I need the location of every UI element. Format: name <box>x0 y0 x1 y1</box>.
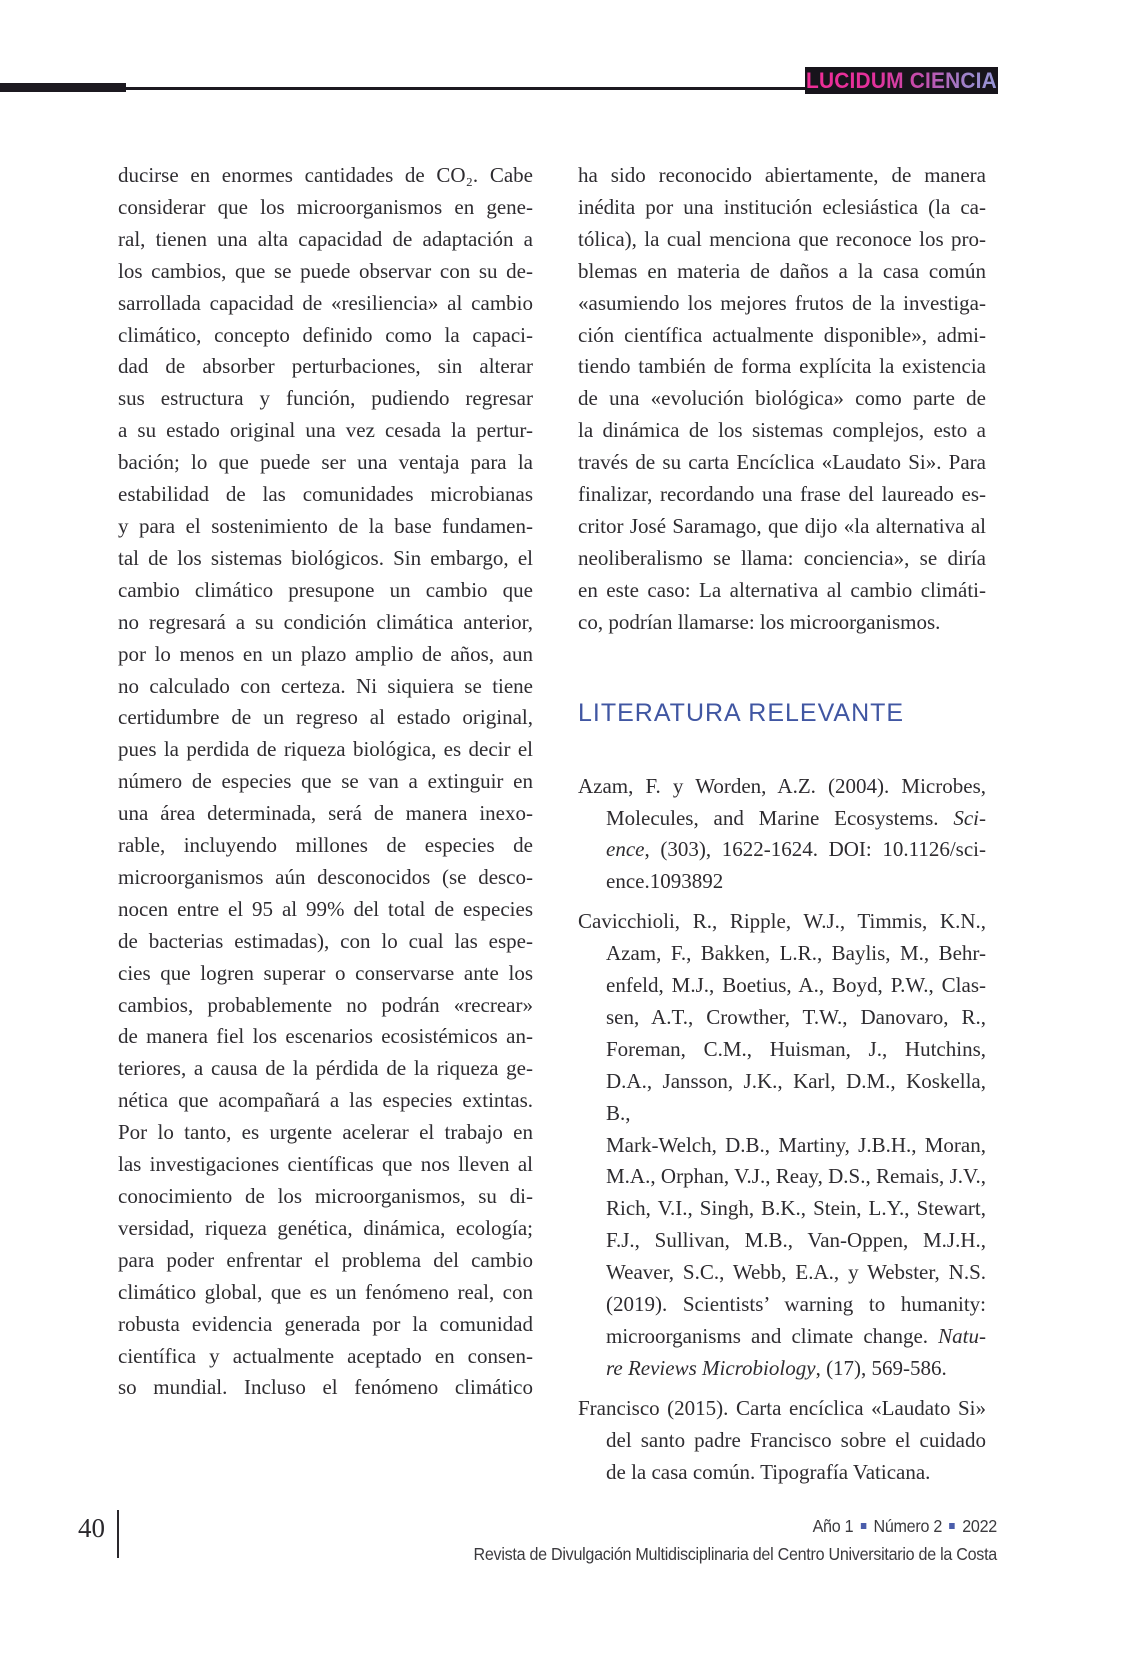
text-segment: co, podrían llamarse: los microorganismos. <box>578 609 941 634</box>
italic-text-segment: ence <box>606 837 645 862</box>
text-line <box>578 1353 986 1385</box>
text-line <box>118 1341 533 1373</box>
italic-text-segment: re Reviews Microbiology <box>606 1355 816 1380</box>
text-line <box>118 607 533 639</box>
text-segment: estabilidad de las comunidades microbianas <box>118 482 533 507</box>
text-segment: Weaver, S.C., Webb, E.A., y Webster, N.S. <box>606 1260 986 1285</box>
text-segment: ción científica actualmente disponible», admi- <box>578 322 986 347</box>
text-line <box>578 351 986 383</box>
text-line <box>578 1257 986 1289</box>
text-line <box>118 862 533 894</box>
text-segment: , (17), 569-586. <box>815 1355 947 1380</box>
text-line <box>578 511 986 543</box>
reference-list <box>578 771 986 1489</box>
text-segment: blemas en materia de daños a la casa común <box>578 258 986 283</box>
text-segment: las investigaciones científicas que nos lleven al <box>118 1152 533 1177</box>
text-segment: Mark-Welch, D.B., Martiny, J.B.H., Moran, <box>606 1132 986 1157</box>
text-line <box>578 1066 986 1130</box>
text-line <box>578 906 986 938</box>
text-line <box>118 160 533 192</box>
text-line <box>118 511 533 543</box>
text-segment: de bacterias estimadas), con lo cual las espe- <box>118 928 533 953</box>
text-segment: por lo menos en un plazo amplio de años, aun <box>118 641 533 666</box>
text-segment: tal de los sistemas biológicos. Sin embargo, el <box>118 545 533 570</box>
text-line <box>118 1309 533 1341</box>
text-line <box>578 1457 986 1489</box>
text-line <box>118 766 533 798</box>
text-line <box>118 192 533 224</box>
text-line <box>118 639 533 671</box>
text-segment: teriores, a causa de la pérdida de la riqueza ge- <box>118 1056 533 1081</box>
text-line <box>118 1213 533 1245</box>
text-line <box>578 970 986 1002</box>
text-line <box>578 607 986 639</box>
text-line <box>578 866 986 898</box>
text-line <box>118 256 533 288</box>
bullet-square-icon <box>949 1523 955 1529</box>
text-line <box>118 1372 533 1404</box>
text-line <box>578 771 986 803</box>
italic-text-segment: Natu- <box>938 1324 986 1348</box>
text-segment: cambio climático presupone un cambio que <box>118 577 533 602</box>
text-line <box>578 320 986 352</box>
text-segment: sen, A.T., Crowther, T.W., Danovaro, R., <box>606 1004 986 1029</box>
text-segment: sarrollada capacidad de «resiliencia» al cambio <box>118 290 533 315</box>
text-segment: científica y actualmente aceptado en consen- <box>118 1343 533 1368</box>
bullet-square-icon <box>861 1523 867 1529</box>
text-segment: una área determinada, será de manera inexo- <box>118 801 533 826</box>
text-segment: finalizar, recordando una frase del laureado es- <box>578 482 986 507</box>
text-segment: nocen entre el 95 al 99% del total de especies <box>118 896 533 921</box>
text-segment: tólica), la cual menciona que reconoce los pro- <box>578 226 986 251</box>
text-line <box>118 958 533 990</box>
text-segment: nética que acompañará a las especies extintas. <box>118 1088 533 1113</box>
text-line <box>578 160 986 192</box>
text-segment: certidumbre de un regreso al estado original, <box>118 705 533 730</box>
page-number-divider <box>117 1510 119 1558</box>
literature-heading: LITERATURA RELEVANTE <box>578 698 905 727</box>
text-segment: de la casa común. Tipografía Vaticana. <box>606 1459 931 1484</box>
text-segment: para poder enfrentar el problema del cambio <box>118 1247 533 1272</box>
text-line <box>578 1161 986 1193</box>
reference-entry <box>578 771 986 899</box>
text-segment: considerar que los microorganismos en gene- <box>118 194 533 219</box>
text-segment: enfeld, M.J., Boetius, A., Boyd, P.W., Clas- <box>606 973 986 998</box>
text-line <box>118 1245 533 1277</box>
text-segment: no calculado con certeza. Ni siquiera se tiene <box>118 673 533 698</box>
text-line <box>578 575 986 607</box>
text-segment: Francisco (2015). Carta encíclica «Laudato Si» <box>578 1395 986 1420</box>
text-line <box>118 1117 533 1149</box>
text-segment: , (303), 1622-1624. DOI: 10.1126/sci- <box>644 837 986 862</box>
issue-year-label: Año 1 <box>812 1516 854 1536</box>
right-column <box>578 160 986 1497</box>
text-segment: número de especies que se van a extinguir en <box>118 769 533 794</box>
text-line <box>118 415 533 447</box>
italic-text-segment: Sci- <box>953 805 986 830</box>
header-rule <box>0 87 806 90</box>
text-line <box>118 894 533 926</box>
text-line <box>118 320 533 352</box>
text-line <box>578 256 986 288</box>
text-line <box>578 1425 986 1457</box>
text-line <box>118 1277 533 1309</box>
journal-name: Revista de Divulgación Multidisciplinaria del Centro Universitario de la Costa <box>473 1544 997 1564</box>
text-line <box>578 1321 986 1353</box>
text-line <box>118 1181 533 1213</box>
text-segment: del santo padre Francisco sobre el cuidado <box>606 1427 986 1452</box>
text-segment: la dinámica de los sistemas complejos, esto a <box>578 418 986 443</box>
text-segment: M.A., Orphan, V.J., Reay, D.S., Remais, J.V., <box>606 1164 986 1189</box>
text-segment: ha sido reconocido abiertamente, de manera <box>578 163 986 187</box>
text-line <box>578 803 986 835</box>
text-segment: «asumiendo los mejores frutos de la investiga- <box>578 290 986 315</box>
text-segment: F.J., Sullivan, M.B., Van-Oppen, M.J.H., <box>606 1228 986 1253</box>
text-segment: cies que logren superar o conservarse ante los <box>118 960 533 985</box>
text-line <box>578 543 986 575</box>
text-segment: los cambios, que se puede observar con su de- <box>118 258 533 283</box>
text-segment: sus estructura y función, pudiendo regresar <box>118 386 533 411</box>
text-segment: bación; lo que puede ser una ventaja para la <box>118 450 533 475</box>
text-segment: rable, incluyendo millones de especies de <box>118 833 533 858</box>
text-line <box>578 1193 986 1225</box>
text-line <box>118 734 533 766</box>
text-segment: cambios, probablemente no podrán «recrear» <box>118 992 533 1017</box>
reference-entry <box>578 906 986 1385</box>
text-segment: climático, concepto definido como la capaci- <box>118 322 533 347</box>
text-line <box>578 224 986 256</box>
text-segment: (2019). Scientists’ warning to humanity: <box>606 1292 986 1317</box>
text-line <box>578 938 986 970</box>
text-line <box>118 383 533 415</box>
reference-entry <box>578 1393 986 1489</box>
text-segment: climático global, que es un fenómeno real, con <box>118 1279 533 1304</box>
text-line <box>118 479 533 511</box>
text-line <box>118 671 533 703</box>
text-line <box>118 702 533 734</box>
text-line <box>578 1225 986 1257</box>
text-line <box>118 543 533 575</box>
text-segment: so mundial. Incluso el fenómeno climático <box>118 1375 533 1400</box>
text-segment: Rich, V.I., Singh, B.K., Stein, L.Y., Stewart, <box>606 1196 986 1221</box>
text-segment: Molecules, and Marine Ecosystems. <box>606 805 954 830</box>
text-line <box>578 1002 986 1034</box>
text-line <box>118 1149 533 1181</box>
text-line <box>578 1034 986 1066</box>
text-line <box>578 415 986 447</box>
text-line <box>578 447 986 479</box>
text-line <box>118 990 533 1022</box>
text-line <box>118 1021 533 1053</box>
text-segment: de una «evolución biológica» como parte de <box>578 386 986 411</box>
text-segment: Azam, F., Bakken, L.R., Baylis, M., Behr- <box>606 941 986 966</box>
text-segment: en este caso: La alternativa al cambio climáti- <box>578 577 986 602</box>
text-line <box>578 288 986 320</box>
text-segment: neoliberalismo se llama: conciencia», se diría <box>578 545 986 570</box>
text-line <box>578 1289 986 1321</box>
text-segment: través de su carta Encíclica «Laudato Si». Para <box>578 450 986 475</box>
journal-logo <box>805 67 998 94</box>
text-segment: Por lo tanto, es urgente acelerar el trabajo en <box>118 1120 533 1145</box>
issue-info <box>474 1512 997 1540</box>
text-line <box>118 830 533 862</box>
text-line <box>118 447 533 479</box>
page-footer <box>428 1512 997 1568</box>
text-segment: microorganismos aún desconocidos (se desco- <box>118 864 533 889</box>
text-segment: critor José Saramago, que dijo «la alternativa al <box>578 513 986 538</box>
text-segment: dad de absorber perturbaciones, sin alterar <box>118 354 533 379</box>
text-segment: Foreman, C.M., Huisman, J., Hutchins, <box>606 1036 986 1061</box>
closing-paragraph <box>578 160 986 639</box>
text-segment: no regresará a su condición climática anterior, <box>118 609 533 634</box>
journal-logo-text: LUCIDUM CIENCIA <box>806 67 997 93</box>
text-line <box>578 192 986 224</box>
page-number: 40 <box>78 1513 105 1543</box>
text-segment: ral, tienen una alta capacidad de adaptación a <box>118 226 533 251</box>
text-line <box>118 351 533 383</box>
text-line <box>578 1393 986 1425</box>
text-line <box>118 575 533 607</box>
text-segment: Azam, F. y Worden, A.Z. (2004). Microbes, <box>578 773 986 798</box>
text-segment: versidad, riqueza genética, dinámica, ecología; <box>118 1215 533 1240</box>
text-segment: ducirse en enormes cantidades de CO₂. Cabe <box>118 163 533 187</box>
text-segment: microorganisms and climate change. <box>606 1324 939 1348</box>
text-line <box>118 926 533 958</box>
text-line <box>118 1085 533 1117</box>
text-segment: de manera fiel los escenarios ecosistémicos an- <box>118 1024 533 1049</box>
left-column <box>118 160 533 1404</box>
text-line <box>118 224 533 256</box>
text-segment: robusta evidencia generada por la comunidad <box>118 1311 533 1336</box>
text-segment: y para el sostenimiento de la base fundamen- <box>118 513 533 538</box>
issue-number-label: Número 2 <box>873 1516 943 1536</box>
text-segment: conocimiento de los microorganismos, su di- <box>118 1184 533 1208</box>
text-segment: Cavicchioli, R., Ripple, W.J., Timmis, K.N., <box>578 909 986 934</box>
text-segment: ence.1093892 <box>606 869 724 894</box>
text-line <box>118 798 533 830</box>
text-line <box>578 1130 986 1162</box>
text-segment: D.A., Jansson, J.K., Karl, D.M., Koskella, B., <box>606 1068 986 1125</box>
text-line <box>118 1053 533 1085</box>
issue-date-label: 2022 <box>962 1516 997 1536</box>
text-segment: a su estado original una vez cesada la pertur- <box>118 418 533 443</box>
text-line <box>578 479 986 511</box>
text-segment: inédita por una institución eclesiástica (la ca- <box>578 194 986 219</box>
text-line <box>118 288 533 320</box>
text-line <box>578 383 986 415</box>
text-line <box>578 834 986 866</box>
text-segment: tiendo también de forma explícita la existencia <box>578 354 986 379</box>
text-segment: pues la perdida de riqueza biológica, es decir el <box>118 737 533 762</box>
